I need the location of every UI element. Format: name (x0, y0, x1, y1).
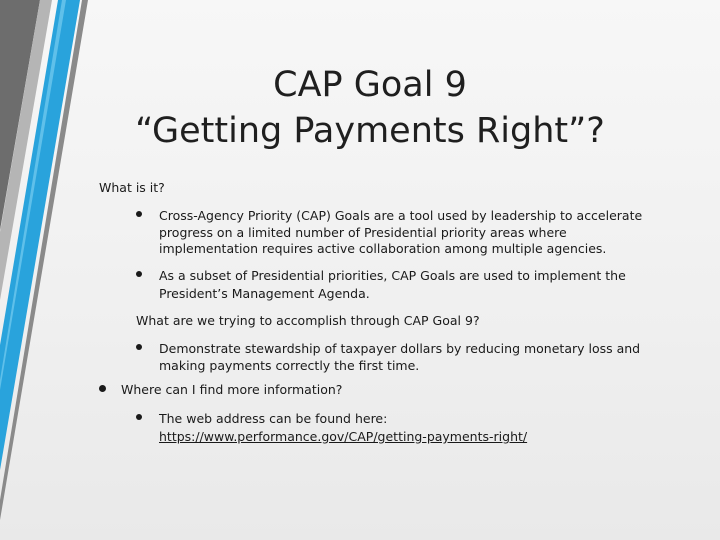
bullet-text-line: Cross-Agency Priority (CAP) Goals are a tool used by leadership to accelerate (159, 208, 643, 223)
bullet-text-line: Demonstrate stewardship of taxpayer dollars by reducing monetary loss and (159, 341, 641, 356)
heading-more-info: Where can I find more information? (121, 382, 343, 397)
bullet-text-line: progress on a limited number of Presidential priority areas where (159, 225, 567, 240)
bullet-text-line: President’s Management Agenda. (159, 286, 370, 301)
title-line-1: CAP Goal 9 (273, 65, 467, 105)
bullet-icon (136, 271, 142, 277)
bullet-text-line: making payments correctly the first time. (159, 358, 420, 373)
bullet-text-line: implementation requires active collaboration among multiple agencies. (159, 241, 607, 256)
bullet-text-line: As a subset of Presidential priorities, CAP Goals are used to implement the (159, 268, 626, 283)
bullet-icon (99, 385, 106, 392)
performance-gov-link[interactable]: https://www.performance.gov/CAP/getting-payments-right/ (159, 429, 528, 444)
title-line-2: “Getting Payments Right”? (135, 111, 605, 151)
bullet-icon (136, 211, 142, 217)
heading-what-is-it: What is it? (99, 180, 165, 195)
bullet-icon (136, 414, 142, 420)
bullet-icon (136, 344, 142, 350)
heading-accomplish: What are we trying to accomplish through CAP Goal 9? (136, 313, 480, 328)
bullet-text-line: The web address can be found here: (159, 411, 388, 426)
